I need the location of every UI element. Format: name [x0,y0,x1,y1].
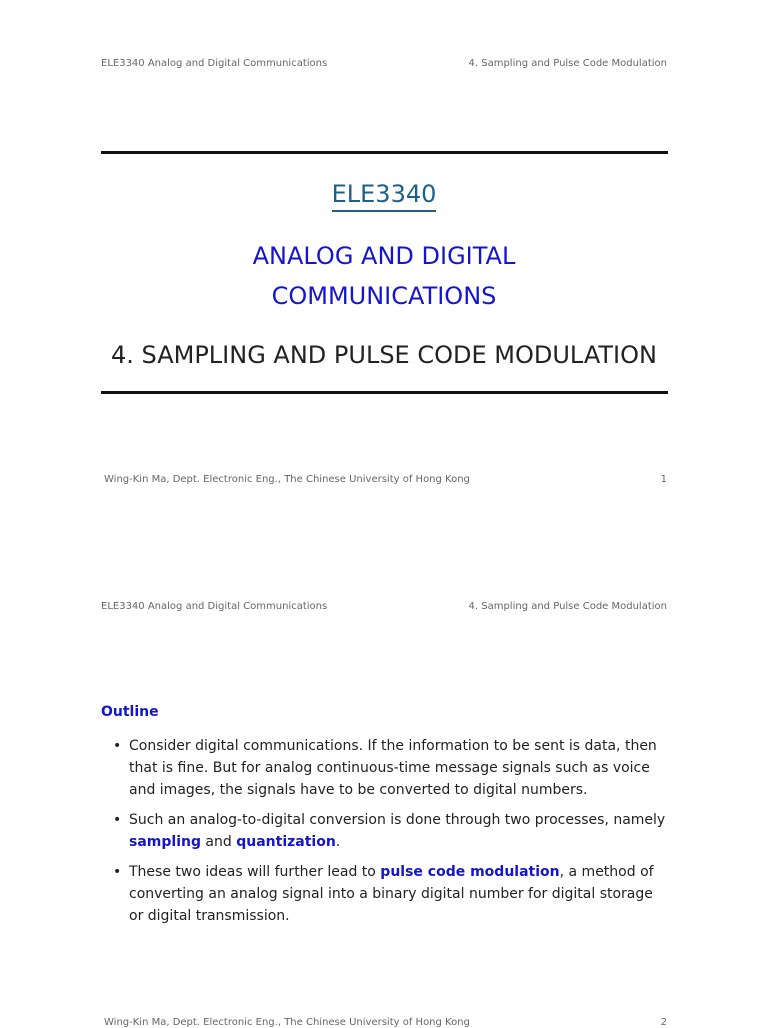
page-number: 2 [660,1017,667,1028]
list-item [113,861,669,927]
slide-header-lecture: 4. Sampling and Pulse Code Modulation [468,601,667,612]
bullet-text: , a method of converting an analog signal into a binary digital number for digital storage or digital transmission. [129,864,654,924]
page-number: 1 [660,474,667,485]
title-top-rule [101,151,668,154]
slide-footer-author: Wing-Kin Ma, Dept. Electronic Eng., The Chinese University of Hong Kong [104,1017,470,1028]
course-code [0,180,768,212]
slide-footer-author: Wing-Kin Ma, Dept. Electronic Eng., The Chinese University of Hong Kong [104,474,470,485]
bullet-icon: • [113,738,122,754]
course-title: ANALOG AND DIGITAL COMMUNICATIONS [252,242,516,310]
bullet-text: Consider digital communications. If the information to be sent is data, then that is fine. But for analog continuous-time message signals such as voice and images, the signals have to be converted to digital numbers. [129,738,657,798]
title-bottom-rule [101,391,668,394]
bullet-text: and [200,834,237,850]
bullet-text: These two ideas will further lead to [129,864,381,880]
bullet-icon: • [113,864,122,880]
lecture-title: 4. SAMPLING AND PULSE CODE MODULATION [111,341,657,369]
bullet-text: . [335,834,341,850]
outline-bullet-list [113,735,669,935]
bullet-text: Such an analog-to-digital conversion is done through two processes, namely [129,812,666,828]
bullet-icon: • [113,812,122,828]
slide-2 [0,543,768,1028]
list-item [113,735,669,801]
slide-header-course: ELE3340 Analog and Digital Communications [101,58,328,69]
keyword-sampling: sampling [129,834,201,850]
list-item [113,809,669,853]
keyword-quantization: quantization [236,834,336,850]
slide-header-course: ELE3340 Analog and Digital Communications [101,601,328,612]
keyword-pulse-code-modulation: pulse code modulation [380,864,560,880]
outline-heading: Outline [101,704,159,720]
slide-header-lecture: 4. Sampling and Pulse Code Modulation [468,58,667,69]
course-code-text: ELE3340 [332,180,437,212]
